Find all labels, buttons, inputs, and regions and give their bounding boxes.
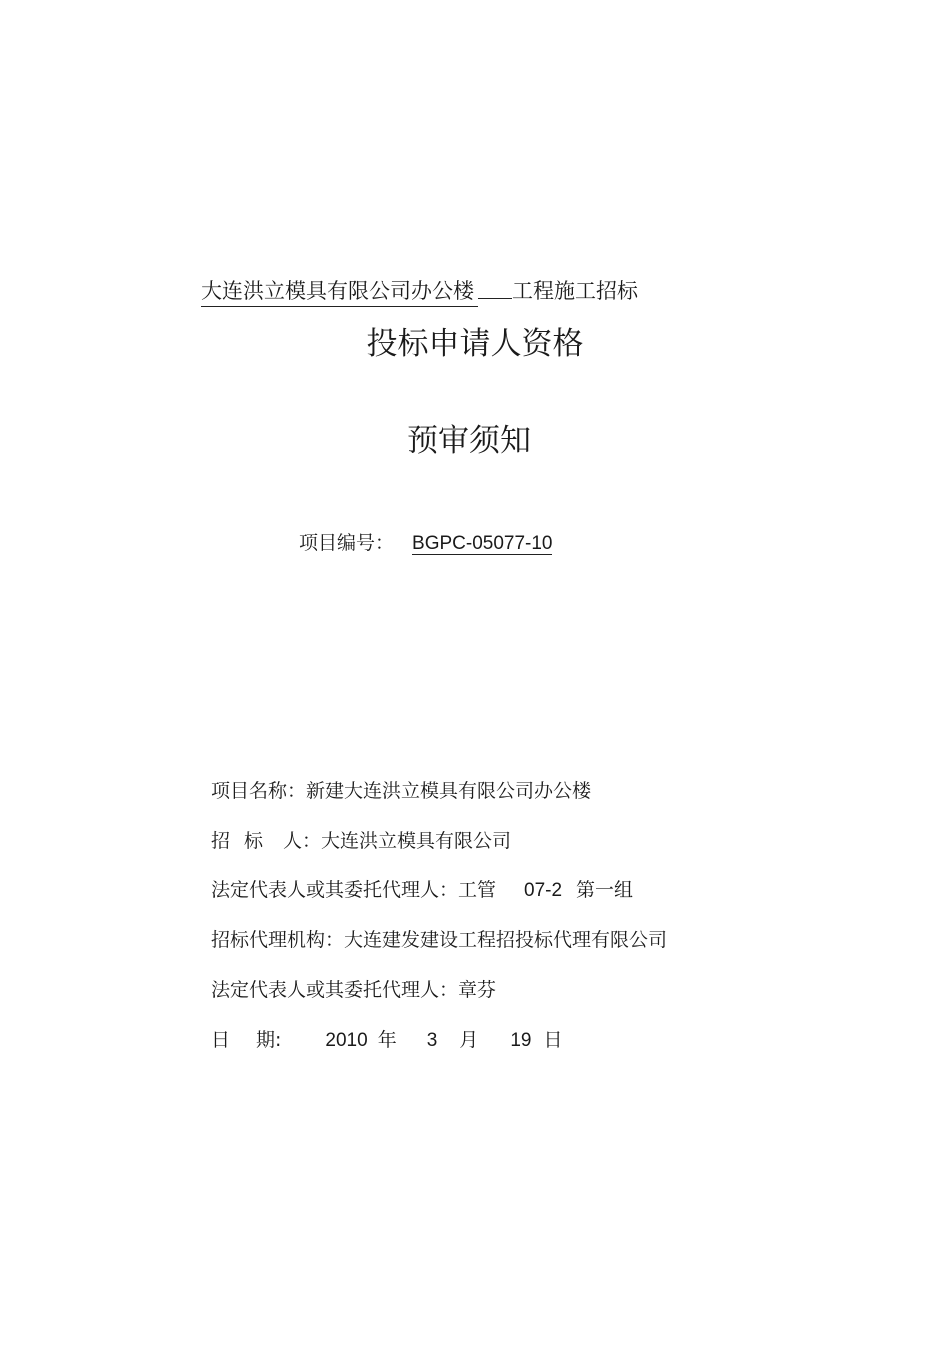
legal-rep-2-line: 法定代表人或其委托代理人：章芬 [211, 979, 497, 1001]
tenderer-label-rest: 人：大连洪立模具有限公司 [283, 830, 512, 852]
date-label-char1: 日 [211, 1029, 231, 1051]
legal-rep-1-line [211, 877, 633, 904]
title-line-2: 预审须知 [407, 423, 531, 459]
tenderer-line [211, 828, 511, 854]
date-year-unit: 年 [377, 1029, 397, 1051]
tenderer-label-char1: 招 [211, 830, 231, 852]
legal-rep-1-group: 第一组 [576, 879, 634, 901]
project-name-line: 项目名称：新建大连洪立模具有限公司办公楼 [211, 780, 592, 802]
date-month: 3 [426, 1030, 438, 1051]
date-day: 19 [510, 1030, 532, 1051]
legal-rep-1-label: 法定代表人或其委托代理人：工管 [211, 879, 497, 901]
date-day-unit: 日 [543, 1029, 563, 1051]
date-line [211, 1027, 562, 1054]
agency-line: 招标代理机构：大连建发建设工程招投标代理有限公司 [211, 929, 668, 951]
date-label-char2: 期: [256, 1029, 282, 1051]
tenderer-label-char2: 标 [244, 830, 264, 852]
project-number-value: BGPC-05077-10 [412, 533, 553, 554]
header-line [201, 276, 638, 307]
header-underline-gap [478, 276, 512, 299]
header-company-project: 大连洪立模具有限公司办公楼 [201, 276, 478, 307]
project-number [299, 530, 552, 557]
legal-rep-1-code: 07-2 [524, 880, 563, 901]
title-line-1: 投标申请人资格 [366, 326, 584, 362]
date-month-unit: 月 [459, 1029, 479, 1051]
header-suffix: 工程施工招标 [512, 279, 638, 303]
date-year: 2010 [325, 1030, 368, 1051]
project-number-label: 项目编号： [299, 532, 395, 554]
